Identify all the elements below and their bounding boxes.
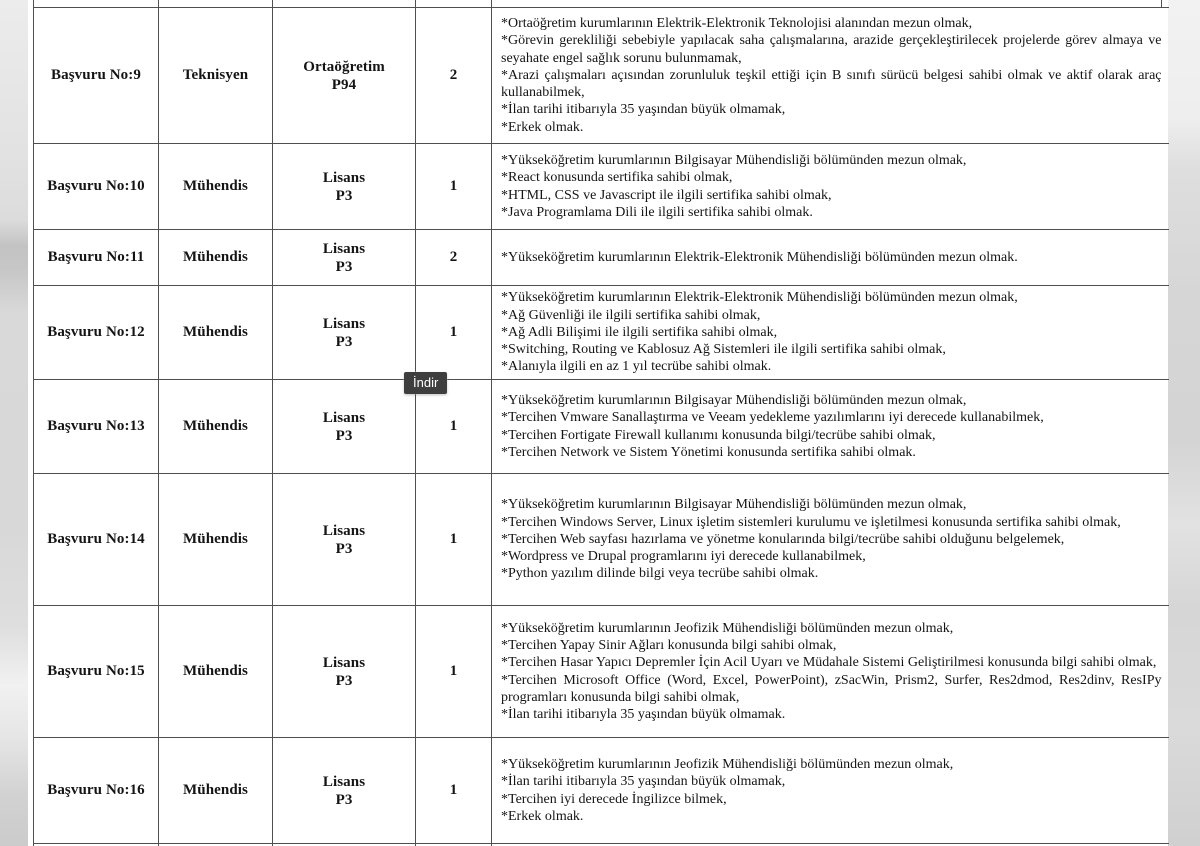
position-cell	[159, 380, 273, 474]
position-cell	[159, 606, 273, 738]
requirement-line: *Tercihen Microsoft Office (Word, Excel, PowerPoint), zSacWin, Prism2, Surfer, Res2dmod, Res2dinv, ResIPy programları konusunda bilgi sahibi olmak,	[501, 672, 1162, 705]
requirement-line: *Tercihen Network ve Sistem Yönetimi konusunda sertifika sahibi olmak.	[501, 444, 916, 460]
application-no: Başvuru No:10	[47, 178, 145, 194]
requirements-list	[501, 249, 1162, 266]
requirement-line: *Tercihen Yapay Sinir Ağları konusunda bilgi sahibi olmak,	[501, 637, 837, 653]
position-count: 2	[449, 249, 458, 265]
application-no-cell	[34, 230, 159, 286]
requirement-line: *İlan tarihi itibarıyla 35 yaşından büyük olmamak,	[501, 774, 786, 790]
education-code: P3	[335, 333, 353, 350]
requirements-cell	[492, 474, 1169, 606]
job-postings-table	[33, 7, 1169, 844]
table-row	[34, 230, 1169, 286]
position-count: 2	[449, 67, 458, 83]
education-cell	[273, 8, 416, 144]
education-cell	[273, 230, 416, 286]
position-count-cell	[416, 474, 492, 606]
education-level: Lisans	[322, 773, 366, 790]
requirement-line: *HTML, CSS ve Javascript ile ilgili sertifika sahibi olmak,	[501, 187, 832, 203]
application-no-cell	[34, 738, 159, 844]
education-code: P3	[335, 427, 353, 444]
requirement-line: *Wordpress ve Drupal programlarını iyi derecede kullanabilmek,	[501, 549, 866, 565]
requirements-list	[501, 620, 1162, 724]
requirements-cell	[492, 230, 1169, 286]
education-level: Lisans	[322, 315, 366, 332]
table-edge-line	[415, 0, 416, 7]
requirement-line: *React konusunda sertifika sahibi olmak,	[501, 170, 733, 186]
position-count: 1	[449, 531, 458, 547]
position-count: 1	[449, 663, 458, 679]
education-code: P3	[335, 540, 353, 557]
requirement-line: *Yükseköğretim kurumlarının Elektrik-Elektronik Mühendisliği bölümünden mezun olmak,	[501, 290, 1018, 306]
requirement-line: *Görevin gerekliliği sebebiyle yapılacak saha çalışmalarına, arazide gerçekleştirilecek projelerde görev almaya ve seyahate engel sağlık sorunu bulunmamak,	[501, 33, 1162, 66]
requirement-line: *Tercihen Vmware Sanallaştırma ve Veeam yedekleme yazılımlarını iyi derecede kullanabilmek,	[501, 410, 1044, 426]
education-cell	[273, 606, 416, 738]
position-title: Teknisyen	[182, 67, 249, 83]
requirement-line: *Tercihen Web sayfası hazırlama ve yönetme konularında bilgi/tecrübe sahibi olduğunu belgelemek,	[501, 531, 1065, 547]
position-count: 1	[449, 178, 458, 194]
application-no-cell	[34, 144, 159, 230]
requirement-line: *Yükseköğretim kurumlarının Elektrik-Elektronik Mühendisliği bölümünden mezun olmak.	[501, 249, 1018, 265]
application-no-cell	[34, 380, 159, 474]
application-no: Başvuru No:16	[47, 782, 145, 798]
requirement-line: *Yükseköğretim kurumlarının Jeofizik Mühendisliği bölümünden mezun olmak,	[501, 620, 954, 636]
background-right-gutter	[1168, 0, 1200, 846]
table-edge-line	[1161, 0, 1162, 7]
position-count: 1	[449, 782, 458, 798]
position-title: Mühendis	[183, 418, 248, 434]
application-no-cell	[34, 474, 159, 606]
position-count: 1	[449, 324, 458, 340]
education-code: P3	[335, 672, 353, 689]
requirement-line: *Arazi çalışmaları açısından zorunluluk teşkil ettiği için B sınıfı sürücü belgesi sahibi olmak ve aktif olarak araç kullanabilmek,	[501, 67, 1162, 101]
application-no-cell	[34, 286, 159, 380]
requirement-line: *İlan tarihi itibarıyla 35 yaşından büyük olmamak,	[501, 102, 786, 118]
position-title: Mühendis	[183, 663, 248, 679]
position-count: 1	[449, 418, 458, 434]
position-count-cell	[416, 144, 492, 230]
table-edge-line	[272, 0, 273, 7]
requirement-line: *Erkek olmak.	[501, 119, 584, 135]
education-code: P3	[335, 258, 353, 275]
application-no: Başvuru No:14	[47, 531, 145, 547]
table-row	[34, 144, 1169, 230]
position-cell	[159, 144, 273, 230]
table-row	[34, 738, 1169, 844]
education-code: P3	[335, 791, 353, 808]
requirement-line: *Erkek olmak.	[501, 808, 584, 824]
requirement-line: *Tercihen iyi derecede İngilizce bilmek,	[501, 791, 727, 807]
requirements-list	[501, 392, 1162, 461]
position-title: Mühendis	[183, 178, 248, 194]
education-cell	[273, 144, 416, 230]
requirements-list	[501, 152, 1162, 221]
education-cell	[273, 738, 416, 844]
education-level: Lisans	[322, 240, 366, 257]
education-level: Lisans	[322, 522, 366, 539]
education-level: Lisans	[322, 169, 366, 186]
education-level: Ortaöğretim	[303, 58, 385, 75]
application-no-cell	[34, 8, 159, 144]
table-row	[34, 474, 1169, 606]
requirements-cell	[492, 286, 1169, 380]
education-cell	[273, 380, 416, 474]
requirements-list	[501, 756, 1162, 825]
education-level: Lisans	[322, 409, 366, 426]
position-title: Mühendis	[183, 324, 248, 340]
requirement-line: *Alanıyla ilgili en az 1 yıl tecrübe sahibi olmak.	[501, 359, 772, 375]
requirement-line: *Python yazılım dilinde bilgi veya tecrübe sahibi olmak.	[501, 566, 819, 582]
application-no: Başvuru No:11	[47, 249, 145, 265]
requirement-line: *Tercihen Windows Server, Linux işletim sistemleri kurulumu ve işletilmesi konusunda sertifika sahibi olmak,	[501, 514, 1121, 530]
requirement-line: *Switching, Routing ve Kablosuz Ağ Sistemleri ile ilgili sertifika sahibi olmak,	[501, 342, 946, 358]
requirements-cell	[492, 738, 1169, 844]
application-no: Başvuru No:15	[47, 663, 145, 679]
table-row	[34, 8, 1169, 144]
application-no: Başvuru No:12	[47, 324, 145, 340]
requirement-line: *Tercihen Fortigate Firewall kullanımı konusunda bilgi/tecrübe sahibi olmak,	[501, 427, 936, 443]
education-cell	[273, 474, 416, 606]
requirements-list	[501, 496, 1162, 582]
table-edge-line	[33, 0, 34, 7]
table-row	[34, 286, 1169, 380]
requirements-cell	[492, 380, 1169, 474]
position-cell	[159, 738, 273, 844]
requirements-list	[501, 15, 1162, 136]
background-left-gutter	[0, 0, 28, 846]
requirement-line: *Ağ Adli Bilişimi ile ilgili sertifika sahibi olmak,	[501, 324, 778, 340]
position-cell	[159, 286, 273, 380]
table-row	[34, 606, 1169, 738]
requirements-cell	[492, 8, 1169, 144]
application-no: Başvuru No:9	[51, 67, 141, 83]
table-edge-line	[491, 0, 492, 7]
position-title: Mühendis	[183, 531, 248, 547]
position-cell	[159, 474, 273, 606]
position-count-cell	[416, 738, 492, 844]
position-title: Mühendis	[183, 249, 248, 265]
position-count-cell	[416, 8, 492, 144]
requirement-line: *Tercihen Hasar Yapıcı Depremler İçin Acil Uyarı ve Müdahale Sistemi Geliştirilmesi konusunda bilgi sahibi olmak,	[501, 655, 1157, 671]
requirements-cell	[492, 144, 1169, 230]
position-title: Mühendis	[183, 782, 248, 798]
requirement-line: *Ağ Güvenliği ile ilgili sertifika sahibi olmak,	[501, 307, 761, 323]
table-edge-line	[158, 0, 159, 7]
position-count-cell	[416, 606, 492, 738]
application-no-cell	[34, 606, 159, 738]
education-cell	[273, 286, 416, 380]
document-page	[28, 0, 1168, 846]
position-count-cell	[416, 230, 492, 286]
application-no: Başvuru No:13	[47, 418, 145, 434]
position-cell	[159, 8, 273, 144]
requirements-list	[501, 289, 1162, 375]
requirement-line: *Ortaöğretim kurumlarının Elektrik-Elektronik Teknolojisi alanından mezun olmak,	[501, 15, 973, 31]
requirements-cell	[492, 606, 1169, 738]
education-level: Lisans	[322, 654, 366, 671]
table-row	[34, 380, 1169, 474]
position-count-cell	[416, 286, 492, 380]
download-tooltip[interactable]: İndir	[404, 372, 447, 394]
requirement-line: *Yükseköğretim kurumlarının Jeofizik Mühendisliği bölümünden mezun olmak,	[501, 756, 954, 772]
requirement-line: *Java Programlama Dili ile ilgili sertifika sahibi olmak.	[501, 204, 813, 220]
education-code: P3	[335, 187, 353, 204]
requirement-line: *Yükseköğretim kurumlarının Bilgisayar Mühendisliği bölümünden mezun olmak,	[501, 152, 967, 168]
requirement-line: *İlan tarihi itibarıyla 35 yaşından büyük olmamak.	[501, 707, 786, 723]
requirement-line: *Yükseköğretim kurumlarının Bilgisayar Mühendisliği bölümünden mezun olmak,	[501, 392, 967, 408]
position-cell	[159, 230, 273, 286]
requirement-line: *Yükseköğretim kurumlarının Bilgisayar Mühendisliği bölümünden mezun olmak,	[501, 497, 967, 513]
education-code: P94	[331, 76, 357, 93]
